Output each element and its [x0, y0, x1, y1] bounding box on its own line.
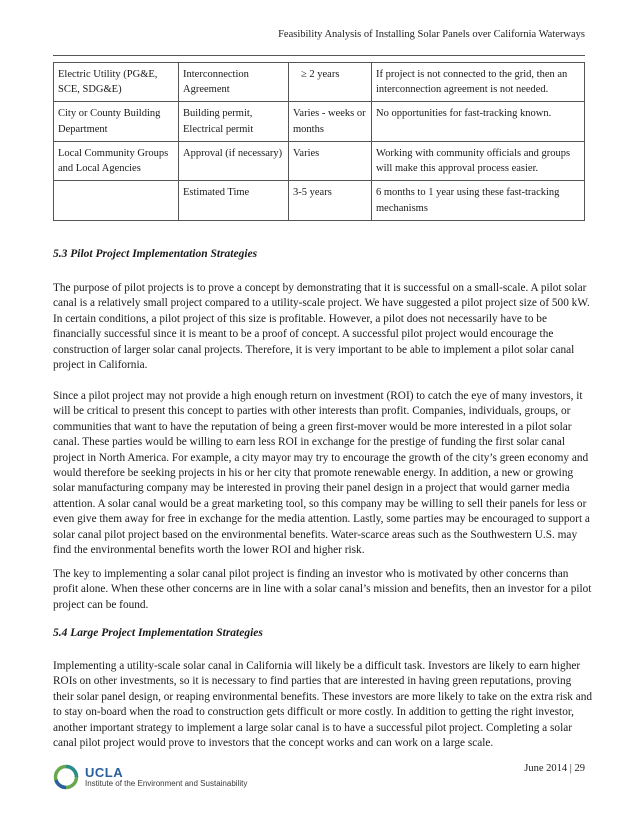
table-cell-time: Varies — [289, 141, 372, 180]
header-rule — [53, 55, 585, 56]
table-cell-time: Varies - weeks or months — [289, 102, 372, 141]
table-row — [54, 102, 585, 141]
permits-table — [53, 62, 585, 221]
ucla-ioes-logo — [53, 764, 247, 790]
paragraph: Implementing a utility-scale solar canal in California will likely be a difficult task. Investors are likely to earn higher ROIs on other investments, so it is necessary to find parties that are interested in having green reputations, proving their solar panel design, or reaping environmental benefits. These investors are more likely to take on the extra risk and to stay on-board when the road to construction gets difficult or more costly. In addition to getting the right investor, another important strategy to implement a large solar canal is to have a successful pilot project. Completing a solar canal pilot project would prove to investors that the concept works and can work on a large scale. — [53, 660, 593, 750]
table-cell-time: ≥ 2 years — [289, 63, 372, 102]
table-cell-notes: No opportunities for fast-tracking known. — [372, 102, 585, 141]
table-row — [54, 181, 585, 220]
table-cell-requirement: Building permit, Electrical permit — [179, 102, 289, 141]
table-cell-requirement: Interconnection Agreement — [179, 63, 289, 102]
table-cell-entity: City or County Building Department — [54, 102, 179, 141]
table-cell-requirement: Approval (if necessary) — [179, 141, 289, 180]
section-heading-5-4: 5.4 Large Project Implementation Strategies — [53, 627, 263, 639]
table-row — [54, 141, 585, 180]
paragraph: The key to implementing a solar canal pilot project is finding an investor who is motivated by other concerns than profit alone. When these other concerns are in line with a solar canal’s mission and benefits, then an investor for a pilot project can be found. — [53, 568, 592, 611]
table-cell-notes: If project is not connected to the grid, then an interconnection agreement is not needed. — [372, 63, 585, 102]
table-cell-entity — [54, 181, 179, 220]
logo-wordmark: UCLA — [85, 764, 124, 780]
table-cell-entity: Local Community Groups and Local Agencies — [54, 141, 179, 180]
paragraph: Since a pilot project may not provide a high enough return on investment (ROI) to catch the eye of many investors, it will be critical to present this concept to parties with other interests than profit. Companies, individuals, groups, or communities that want to have the reputation of being a green first-mover would be more interested in a pilot solar canal. These parties would be willing to earn less ROI in exchange for the prestige of funding the first solar canal project in North America. For example, a city mayor may try to encourage the growth of the city’s green economy and would therefore be seeking projects in his or her city that promote renewable energy. In addition, a new or growing solar manufacturing company may be interested in proving their panel design in a project that would garner media attention. A solar canal would be a great marketing tool, so this company may be willing to sell their panels for less or even give them away for free in exchange for the media attention. Lastly, some parties may be encouraged to support a solar canal pilot project based on the environmental benefits. Water-scarce areas such as the Southwestern U.S. may find the environmental benefits worth the lower ROI and higher risk. — [53, 390, 590, 557]
logo-institute-name: Institute of the Environment and Sustainability — [85, 778, 248, 788]
table-cell-entity: Electric Utility (PG&E, SCE, SDG&E) — [54, 63, 179, 102]
footer-page-info: June 2014 | 29 — [524, 763, 585, 774]
table-cell-notes: Working with community officials and groups will make this approval process easier. — [372, 141, 585, 180]
paragraph: The purpose of pilot projects is to prove a concept by demonstrating that it is successful on a small-scale. A pilot solar canal is a relatively small project compared to a utility-scale project. We have suggested a pilot project size of 500 kW. In certain conditions, a pilot project of this size is profitable. However, a pilot does not necessarily have to be financially successful since it is meant to be a proof of concept. A successful pilot project would encourage the construction of larger solar canal projects. Therefore, it is very important to be able to implement a pilot solar canal project in California. — [53, 282, 590, 372]
section-heading-5-3: 5.3 Pilot Project Implementation Strategies — [53, 248, 258, 260]
running-header: Feasibility Analysis of Installing Solar Panels over California Waterways — [278, 29, 585, 40]
table-cell-time: 3-5 years — [289, 181, 372, 220]
table-cell-requirement: Estimated Time — [179, 181, 289, 220]
table-row — [54, 63, 585, 102]
ucla-leaf-ring-icon — [53, 764, 79, 790]
table-cell-notes: 6 months to 1 year using these fast-tracking mechanisms — [372, 181, 585, 220]
